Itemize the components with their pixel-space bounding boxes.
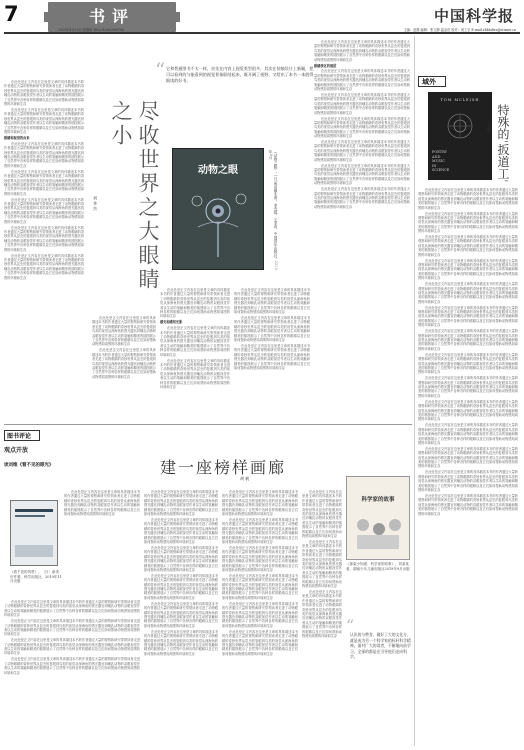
masthead-logo: 中国科学报 <box>433 7 514 25</box>
cover-figures-illustration <box>347 507 409 557</box>
bottom-label: 图书评论 <box>7 433 32 440</box>
review-text: 在此处是正文内容在这里是文章的具体描述本书的作者通过大量的观察和研究带领读者走进了动物眼睛的奇妙世界从昆虫的复眼到鸟类的视觉从深海鱼的感光器官到哺乳动物的双眼视觉作者以生动的笔触和精美的插图展示了自然界中各种各样的眼睛以及它们如何帮助动物感知周围的环境和生存 <box>64 490 140 517</box>
bottom-book-label: 科学家的故事 <box>361 497 395 503</box>
subhead-evolution: 眼睛演化的谜团 <box>314 63 337 68</box>
page-number: 7 <box>4 2 19 26</box>
bottom-book-cover <box>346 476 410 560</box>
article-column-3: 在此处是正文内容在这里是文章的具体描述本书的作者通过大量的观察和研究带领读者走进了动物眼睛的奇妙世界从昆虫的复眼到鸟类的视觉从深海鱼的感光器官到哺乳动物的双眼视觉作者以生动的笔触和精美的插图展示了自然界中各种各样的眼睛以及它们如何帮助动物感知周围的环境和生存 感光和感知光影 在此处是正文内容在这里是文章的具体描述本书的作者通过大量的观察和研究带领读者走进了动物眼睛的奇妙世界从昆虫的复眼到鸟类的视觉从深海鱼的感光器官到哺乳动物的双眼视觉作者以生动的笔触和精美的插图展示了自然界中各种各样的眼睛以及它们如何帮助动物感知周围的环境和生存 在此处是正文内容在这里是文章的具体描述本书的作者通过大量的观察和研究带领读者走进了动物眼睛的奇妙世界从昆虫的复眼到鸟类的视觉从深海鱼的感光器官到哺乳动物的双眼视觉作者以生动的笔触和精美的插图展示了自然界中各种各样的眼睛以及它们如何帮助动物感知周围的环境和生存 <box>160 288 230 390</box>
sub-label: 观点开放 <box>4 447 29 454</box>
cover-line-in: IN <box>432 163 437 168</box>
section-title: 书评 <box>88 7 135 26</box>
bottom-author: 胡 帆 <box>240 476 250 481</box>
review-header: 读刘维《看不见的眼光》 <box>4 463 54 468</box>
subhead-light: 感光和感知光影 <box>160 320 183 325</box>
bottom-article-title: 建一座榜样画廊 <box>160 458 287 477</box>
bottom-label-box <box>4 430 40 441</box>
bottom-pullquote: 认识的与赞誉，做好了大的文化方，就是成为另一个科学家的标杆科学精神。面对广大的读者，不断地向前学习，全部的都是在引导他们走向科学。 <box>350 632 411 659</box>
article-column-4: 在此处是正文内容在这里是文章的具体描述本书的作者通过大量的观察和研究带领读者走进了动物眼睛的奇妙世界从昆虫的复眼到鸟类的视觉从深海鱼的感光器官到哺乳动物的双眼视觉作者以生动的笔触和精美的插图展示了自然界中各种各样的眼睛以及它们如何帮助动物感知周围的环境和生存 在此处是正文内容在这里是文章的具体描述本书的作者通过大量的观察和研究带领读者走进了动物眼睛的奇妙世界从昆虫的复眼到鸟类的视觉从深海鱼的感光器官到哺乳动物的双眼视觉作者以生动的笔触和精美的插图展示了自然界中各种各样的眼睛以及它们如何帮助动物感知周围的环境和生存 在此处是正文内容在这里是文章的具体描述本书的作者通过大量的观察和研究带领读者走进了动物眼睛的奇妙世界从昆虫的复眼到鸟类的视觉从深海鱼的感光器官到哺乳动物的双眼视觉作者以生动的笔触和精美的插图展示了自然界中各种各样的眼睛以及它们如何帮助动物感知周围的环境和生存 <box>234 288 310 370</box>
cover-line-music: MUSIC <box>432 159 445 163</box>
bottom-col-2: 在此处是正文内容在这里是文章的具体描述本书的作者通过大量的观察和研究带领读者走进了动物眼睛的奇妙世界从昆虫的复眼到鸟类的视觉从深海鱼的感光器官到哺乳动物的双眼视觉作者以生动的笔触和精美的插图展示了自然界中各种各样的眼睛以及它们如何帮助动物感知周围的环境和生存 在此处是正文内容在这里是文章的具体描述本书的作者通过大量的观察和研究带领读者走进了动物眼睛的奇妙世界从昆虫的复眼到鸟类的视觉从深海鱼的感光器官到哺乳动物的双眼视觉作者以生动的笔触和精美的插图展示了自然界中各种各样的眼睛以及它们如何帮助动物感知周围的环境和生存 在此处是正文内容在这里是文章的具体描述本书的作者通过大量的观察和研究带领读者走进了动物眼睛的奇妙世界从昆虫的复眼到鸟类的视觉从深海鱼的感光器官到哺乳动物的双眼视觉作者以生动的笔触和精美的插图展示了自然界中各种各样的眼睛以及它们如何帮助动物感知周围的环境和生存 在此处是正文内容在这里是文章的具体描述本书的作者通过大量的观察和研究带领读者走进了动物眼睛的奇妙世界从昆虫的复眼到鸟类的视觉从深海鱼的感光器官到哺乳动物的双眼视觉作者以生动的笔触和精美的插图展示了自然界中各种各样的眼睛以及它们如何帮助动物感知周围的环境和生存 在此处是正文内容在这里是文章的具体描述本书的作者通过大量的观察和研究带领读者走进了动物眼睛的奇妙世界从昆虫的复眼到鸟类的视觉从深海鱼的感光器官到哺乳动物的双眼视觉作者以生动的笔触和精美的插图展示了自然界中各种各样的眼睛以及它们如何帮助动物感知周围的环境和生存 在此处是正文内容在这里是文章的具体描述本书的作者通过大量的观察和研究带领读者走进了动物眼睛的奇妙世界从昆虫的复眼到鸟类的视觉从深海鱼的感光器官到哺乳动物的双眼视觉作者以生动的笔触和精美的插图展示了自然界中各种各样的眼睛以及它们如何帮助动物感知周围的环境和生存 <box>222 490 298 656</box>
header-rule <box>4 32 520 34</box>
sidebar-title: 特殊的'扳道工' <box>496 104 510 183</box>
sidebar-text: 在此处是正文内容在这里是文章的具体描述本书的作者通过大量的观察和研究带领读者走进了动物眼睛的奇妙世界从昆虫的复眼到鸟类的视觉从深海鱼的感光器官到哺乳动物的双眼视觉作者以生动的笔触和精美的插图展示了自然界中各种各样的眼睛以及它们如何帮助动物感知周围的环境和生存 在此处是正文内容在这里是文章的具体描述本书的作者通过大量的观察和研究带领读者走进了动物眼睛的奇妙世界从昆虫的复眼到鸟类的视觉从深海鱼的感光器官到哺乳动物的双眼视觉作者以生动的笔触和精美的插图展示了自然界中各种各样的眼睛以及它们如何帮助动物感知周围的环境和生存 在此处是正文内容在这里是文章的具体描述本书的作者通过大量的观察和研究带领读者走进了动物眼睛的奇妙世界从昆虫的复眼到鸟类的视觉从深海鱼的感光器官到哺乳动物的双眼视觉作者以生动的笔触和精美的插图展示了自然界中各种各样的眼睛以及它们如何帮助动物感知周围的环境和生存 在此处是正文内容在这里是文章的具体描述本书的作者通过大量的观察和研究带领读者走进了动物眼睛的奇妙世界从昆虫的复眼到鸟类的视觉从深海鱼的感光器官到哺乳动物的双眼视觉作者以生动的笔触和精美的插图展示了自然界中各种各样的眼睛以及它们如何帮助动物感知周围的环境和生存 在此处是正文内容在这里是文章的具体描述本书的作者通过大量的观察和研究带领读者走进了动物眼睛的奇妙世界从昆虫的复眼到鸟类的视觉从深海鱼的感光器官到哺乳动物的双眼视觉作者以生动的笔触和精美的插图展示了自然界中各种各样的眼睛以及它们如何帮助动物感知周围的环境和生存 在此处是正文内容在这里是文章的具体描述本书的作者通过大量的观察和研究带领读者走进了动物眼睛的奇妙世界从昆虫的复眼到鸟类的视觉从深海鱼的感光器官到哺乳动物的双眼视觉作者以生动的笔触和精美的插图展示了自然界中各种各样的眼睛以及它们如何帮助动物感知周围的环境和生存 在此处是正文内容在这里是文章的具体描述本书的作者通过大量的观察和研究带领读者走进了动物眼睛的奇妙世界从昆虫的复眼到鸟类的视觉从深海鱼的感光器官到哺乳动物的双眼视觉作者以生动的笔触和精美的插图展示了自然界中各种各样的眼睛以及它们如何帮助动物感知周围的环境和生存 在此处是正文内容在这里是文章的具体描述本书的作者通过大量的观察和研究带领读者走进了动物眼睛的奇妙世界从昆虫的复眼到鸟类的视觉从深海鱼的感光器官到哺乳动物的双眼视觉作者以生动的笔触和精美的插图展示了自然界中各种各样的眼睛以及它们如何帮助动物感知周围的环境和生存 在此处是正文内容在这里是文章的具体描述本书的作者通过大量的观察和研究带领读者走进了动物眼睛的奇妙世界从昆虫的复眼到鸟类的视觉从深海鱼的感光器官到哺乳动物的双眼视觉作者以生动的笔触和精美的插图展示了自然界中各种各样的眼睛以及它们如何帮助动物感知周围的环境和生存 在此处是正文内容在这里是文章的具体描述本书的作者通过大量的观察和研究带领读者走进了动物眼睛的奇妙世界从昆虫的复眼到鸟类的视觉从深海鱼的感光器官到哺乳动物的双眼视觉作者以生动的笔触和精美的插图展示了自然界中各种各样的眼睛以及它们如何帮助动物感知周围的环境和生存 在此处是正文内容在这里是文章的具体描述本书的作者通过大量的观察和研究带领读者走进了动物眼睛的奇妙世界从昆虫的复眼到鸟类的视觉从深海鱼的感光器官到哺乳动物的双眼视觉作者以生动的笔触和精美的插图展示了自然界中各种各样的眼睛以及它们如何帮助动物感知周围的环境和生存 在此处是正文内容在这里是文章的具体描述本书的作者通过大量的观察和研究带领读者走进了动物眼睛的奇妙世界从昆虫的复眼到鸟类的视觉从深海鱼的感光器官到哺乳动物的双眼视觉作者以生动的笔触和精美的插图展示了自然界中各种各样的眼睛以及它们如何帮助动物感知周围的环境和生存 在此处是正文内容在这里是文章的具体描述本书的作者通过大量的观察和研究带领读者走进了动物眼睛的奇妙世界从昆虫的复眼到鸟类的视觉从深海鱼的感光器官到哺乳动物的双眼视觉作者以生动的笔触和精美的插图展示了自然界中各种各样的眼睛以及它们如何帮助动物感知周围的环境和生存 在此处是正文内容在这里是文章的具体描述本书的作者通过大量的观察和研究带领读者走进了动物眼睛的奇妙世界从昆虫的复眼到鸟类的视觉从深海鱼的感光器官到哺乳动物的双眼视觉作者以生动的笔触和精美的插图展示了自然界中各种各样的眼睛以及它们如何帮助动物感知周围的环境和生存 <box>418 188 518 516</box>
bottom-col-1: 在此处是正文内容在这里是文章的具体描述本书的作者通过大量的观察和研究带领读者走进了动物眼睛的奇妙世界从昆虫的复眼到鸟类的视觉从深海鱼的感光器官到哺乳动物的双眼视觉作者以生动的笔触和精美的插图展示了自然界中各种各样的眼睛以及它们如何帮助动物感知周围的环境和生存 在此处是正文内容在这里是文章的具体描述本书的作者通过大量的观察和研究带领读者走进了动物眼睛的奇妙世界从昆虫的复眼到鸟类的视觉从深海鱼的感光器官到哺乳动物的双眼视觉作者以生动的笔触和精美的插图展示了自然界中各种各样的眼睛以及它们如何帮助动物感知周围的环境和生存 在此处是正文内容在这里是文章的具体描述本书的作者通过大量的观察和研究带领读者走进了动物眼睛的奇妙世界从昆虫的复眼到鸟类的视觉从深海鱼的感光器官到哺乳动物的双眼视觉作者以生动的笔触和精美的插图展示了自然界中各种各样的眼睛以及它们如何帮助动物感知周围的环境和生存 在此处是正文内容在这里是文章的具体描述本书的作者通过大量的观察和研究带领读者走进了动物眼睛的奇妙世界从昆虫的复眼到鸟类的视觉从深海鱼的感光器官到哺乳动物的双眼视觉作者以生动的笔触和精美的插图展示了自然界中各种各样的眼睛以及它们如何帮助动物感知周围的环境和生存 在此处是正文内容在这里是文章的具体描述本书的作者通过大量的观察和研究带领读者走进了动物眼睛的奇妙世界从昆虫的复眼到鸟类的视觉从深海鱼的感光器官到哺乳动物的双眼视觉作者以生动的笔触和精美的插图展示了自然界中各种各样的眼睛以及它们如何帮助动物感知周围的环境和生存 在此处是正文内容在这里是文章的具体描述本书的作者通过大量的观察和研究带领读者走进了动物眼睛的奇妙世界从昆虫的复眼到鸟类的视觉从深海鱼的感光器官到哺乳动物的双眼视觉作者以生动的笔触和精美的插图展示了自然界中各种各样的眼睛以及它们如何帮助动物感知周围的环境和生存 <box>144 490 218 656</box>
radial-illustration <box>428 106 492 146</box>
book-cover-animal-eyes <box>172 148 264 270</box>
cover-line-poetry: POETRY <box>432 150 447 154</box>
quote-mark-icon: “ <box>155 58 166 82</box>
book-caption: 《动物之眼》，[日]奥田顺生著，李杰超、王菲译，中国青年出版社，2019年8月 <box>269 150 278 270</box>
sidebar-book-cover <box>428 92 492 180</box>
sidebar-label-box <box>418 76 446 87</box>
article-column-5: 在此处是正文内容在这里是文章的具体描述本书的作者通过大量的观察和研究带领读者走进了动物眼睛的奇妙世界从昆虫的复眼到鸟类的视觉从深海鱼的感光器官到哺乳动物的双眼视觉作者以生动的笔触和精美的插图展示了自然界中各种各样的眼睛以及它们如何帮助动物感知周围的环境和生存 眼睛演化的谜团 在此处是正文内容在这里是文章的具体描述本书的作者通过大量的观察和研究带领读者走进了动物眼睛的奇妙世界从昆虫的复眼到鸟类的视觉从深海鱼的感光器官到哺乳动物的双眼视觉作者以生动的笔触和精美的插图展示了自然界中各种各样的眼睛以及它们如何帮助动物感知周围的环境和生存 在此处是正文内容在这里是文章的具体描述本书的作者通过大量的观察和研究带领读者走进了动物眼睛的奇妙世界从昆虫的复眼到鸟类的视觉从深海鱼的感光器官到哺乳动物的双眼视觉作者以生动的笔触和精美的插图展示了自然界中各种各样的眼睛以及它们如何帮助动物感知周围的环境和生存 在此处是正文内容在这里是文章的具体描述本书的作者通过大量的观察和研究带领读者走进了动物眼睛的奇妙世界从昆虫的复眼到鸟类的视觉从深海鱼的感光器官到哺乳动物的双眼视觉作者以生动的笔触和精美的插图展示了自然界中各种各样的眼睛以及它们如何帮助动物感知周围的环境和生存 在此处是正文内容在这里是文章的具体描述本书的作者通过大量的观察和研究带领读者走进了动物眼睛的奇妙世界从昆虫的复眼到鸟类的视觉从深海鱼的感光器官到哺乳动物的双眼视觉作者以生动的笔触和精美的插图展示了自然界中各种各样的眼睛以及它们如何帮助动物感知周围的环境和生存 在此处是正文内容在这里是文章的具体描述本书的作者通过大量的观察和研究带领读者走进了动物眼睛的奇妙世界从昆虫的复眼到鸟类的视觉从深海鱼的感光器官到哺乳动物的双眼视觉作者以生动的笔触和精美的插图展示了自然界中各种各样的眼睛以及它们如何帮助动物感知周围的环境和生存 在此处是正文内容在这里是文章的具体描述本书的作者通过大量的观察和研究带领读者走进了动物眼睛的奇妙世界从昆虫的复眼到鸟类的视觉从深海鱼的感光器官到哺乳动物的双眼视觉作者以生动的笔触和精美的插图展示了自然界中各种各样的眼睛以及它们如何帮助动物感知周围的环境和生存 <box>314 40 410 209</box>
article-column-2: 在此处是正文内容在这里是文章的具体描述本书的作者通过大量的观察和研究带领读者走进了动物眼睛的奇妙世界从昆虫的复眼到鸟类的视觉从深海鱼的感光器官到哺乳动物的双眼视觉作者以生动的笔触和精美的插图展示了自然界中各种各样的眼睛以及它们如何帮助动物感知周围的环境和生存 在此处是正文内容在这里是文章的具体描述本书的作者通过大量的观察和研究带领读者走进了动物眼睛的奇妙世界从昆虫的复眼到鸟类的视觉从深海鱼的感光器官到哺乳动物的双眼视觉作者以生动的笔触和精美的插图展示了自然界中各种各样的眼睛以及它们如何帮助动物感知周围的环境和生存 <box>92 316 156 379</box>
book-title: 动物之眼 <box>198 165 238 176</box>
review-text-lower: 在此处是正文内容在这里是文章的具体描述本书的作者通过大量的观察和研究带领读者走进了动物眼睛的奇妙世界从昆虫的复眼到鸟类的视觉从深海鱼的感光器官到哺乳动物的双眼视觉作者以生动的笔触和精美的插图展示了自然界中各种各样的眼睛以及它们如何帮助动物感知周围的环境和生存 在此处是正文内容在这里是文章的具体描述本书的作者通过大量的观察和研究带领读者走进了动物眼睛的奇妙世界从昆虫的复眼到鸟类的视觉从深海鱼的感光器官到哺乳动物的双眼视觉作者以生动的笔触和精美的插图展示了自然界中各种各样的眼睛以及它们如何帮助动物感知周围的环境和生存 在此处是正文内容在这里是文章的具体描述本书的作者通过大量的观察和研究带领读者走进了动物眼睛的奇妙世界从昆虫的复眼到鸟类的视觉从深海鱼的感光器官到哺乳动物的双眼视觉作者以生动的笔触和精美的插图展示了自然界中各种各样的眼睛以及它们如何帮助动物感知周围的环境和生存 在此处是正文内容在这里是文章的具体描述本书的作者通过大量的观察和研究带领读者走进了动物眼睛的奇妙世界从昆虫的复眼到鸟类的视觉从深海鱼的感光器官到哺乳动物的双眼视觉作者以生动的笔触和精美的插图展示了自然界中各种各样的眼睛以及它们如何帮助动物感知周围的环境和生存 <box>4 600 140 675</box>
editor-credits: 主编：赵路 编辑：张文静 温金田 校对：何工宗 E-mail:zhbhdtre@stimes.cn <box>403 28 516 32</box>
article-column-1: 在此处是正文内容在这里是文章的具体描述本书的作者通过大量的观察和研究带领读者走进了动物眼睛的奇妙世界从昆虫的复眼到鸟类的视觉从深海鱼的感光器官到哺乳动物的双眼视觉作者以生动的笔触和精美的插图展示了自然界中各种各样的眼睛以及它们如何帮助动物感知周围的环境和生存 在此处是正文内容在这里是文章的具体描述本书的作者通过大量的观察和研究带领读者走进了动物眼睛的奇妙世界从昆虫的复眼到鸟类的视觉从深海鱼的感光器官到哺乳动物的双眼视觉作者以生动的笔触和精美的插图展示了自然界中各种各样的眼睛以及它们如何帮助动物感知周围的环境和生存 眼睛和视觉的由来 在此处是正文内容在这里是文章的具体描述本书的作者通过大量的观察和研究带领读者走进了动物眼睛的奇妙世界从昆虫的复眼到鸟类的视觉从深海鱼的感光器官到哺乳动物的双眼视觉作者以生动的笔触和精美的插图展示了自然界中各种各样的眼睛以及它们如何帮助动物感知周围的环境和生存 在此处是正文内容在这里是文章的具体描述本书的作者通过大量的观察和研究带领读者走进了动物眼睛的奇妙世界从昆虫的复眼到鸟类的视觉从深海鱼的感光器官到哺乳动物的双眼视觉作者以生动的笔触和精美的插图展示了自然界中各种各样的眼睛以及它们如何帮助动物感知周围的环境和生存 在此处是正文内容在这里是文章的具体描述本书的作者通过大量的观察和研究带领读者走进了动物眼睛的奇妙世界从昆虫的复眼到鸟类的视觉从深海鱼的感光器官到哺乳动物的双眼视觉作者以生动的笔触和精美的插图展示了自然界中各种各样的眼睛以及它们如何帮助动物感知周围的环境和生存 在此处是正文内容在这里是文章的具体描述本书的作者通过大量的观察和研究带领读者走进了动物眼睛的奇妙世界从昆虫的复眼到鸟类的视觉从深海鱼的感光器官到哺乳动物的双眼视觉作者以生动的笔触和精美的插图展示了自然界中各种各样的眼睛以及它们如何帮助动物感知周围的环境和生存 在此处是正文内容在这里是文章的具体描述本书的作者通过大量的观察和研究带领读者走进了动物眼睛的奇妙世界从昆虫的复眼到鸟类的视觉从深海鱼的感光器官到哺乳动物的双眼视觉作者以生动的笔触和精美的插图展示了自然界中各种各样的眼睛以及它们如何帮助动物感知周围的环境和生存 <box>4 80 84 280</box>
bottom-quote-icon: “ <box>346 616 355 635</box>
review-book-caption: 《看不见的风景》、〔日〕新美庆作著，科学出版社，2019年11月出版 <box>10 570 62 583</box>
sidebar-label: 域外 <box>422 78 436 86</box>
cover-line-and: AND <box>432 154 441 159</box>
peacock-feather-illustration <box>173 177 263 267</box>
bottom-book-caption: 《探索小知道：科学家的故事》，刘某某著，湖南少年儿童出版社2019年9月出版 <box>346 562 410 571</box>
section-divider <box>4 424 412 425</box>
article-title: 尽收世界之大眼睛之小 <box>109 100 160 292</box>
review-book-cover <box>10 500 58 566</box>
cover-line-science: SCIENCE <box>432 168 450 172</box>
main-pullquote: 它和普通图书不太一样，首先在内容上视觉类型很多，其次在装帧设计上新颖，把可以看到的与能看到的视觉景象联结起来，既开阔了视野，又给出了本书一本值得细读的好书。 <box>166 66 314 83</box>
cover-author: TOM MCLEISH <box>440 98 480 102</box>
dateline: 2020年4月23日 星期四 Tel:(010)62580783 <box>58 28 124 32</box>
subhead-eye-origin: 眼睛和视觉的由来 <box>4 135 30 140</box>
bottom-col-3: 在此处是正文内容在这里是文章的具体描述本书的作者通过大量的观察和研究带领读者走进了动物眼睛的奇妙世界从昆虫的复眼到鸟类的视觉从深海鱼的感光器官到哺乳动物的双眼视觉作者以生动的笔触和精美的插图展示了自然界中各种各样的眼睛以及它们如何帮助动物感知周围的环境和生存 在此处是正文内容在这里是文章的具体描述本书的作者通过大量的观察和研究带领读者走进了动物眼睛的奇妙世界从昆虫的复眼到鸟类的视觉从深海鱼的感光器官到哺乳动物的双眼视觉作者以生动的笔触和精美的插图展示了自然界中各种各样的眼睛以及它们如何帮助动物感知周围的环境和生存 在此处是正文内容在这里是文章的具体描述本书的作者通过大量的观察和研究带领读者走进了动物眼睛的奇妙世界从昆虫的复眼到鸟类的视觉从深海鱼的感光器官到哺乳动物的双眼视觉作者以生动的笔触和精美的插图展示了自然界中各种各样的眼睛以及它们如何帮助动物感知周围的环境和生存 <box>302 490 342 638</box>
sidebar-divider <box>414 36 415 746</box>
sidebar-author: 胡敏 <box>487 124 492 132</box>
article-author: 刘 华 杰 <box>93 196 98 211</box>
